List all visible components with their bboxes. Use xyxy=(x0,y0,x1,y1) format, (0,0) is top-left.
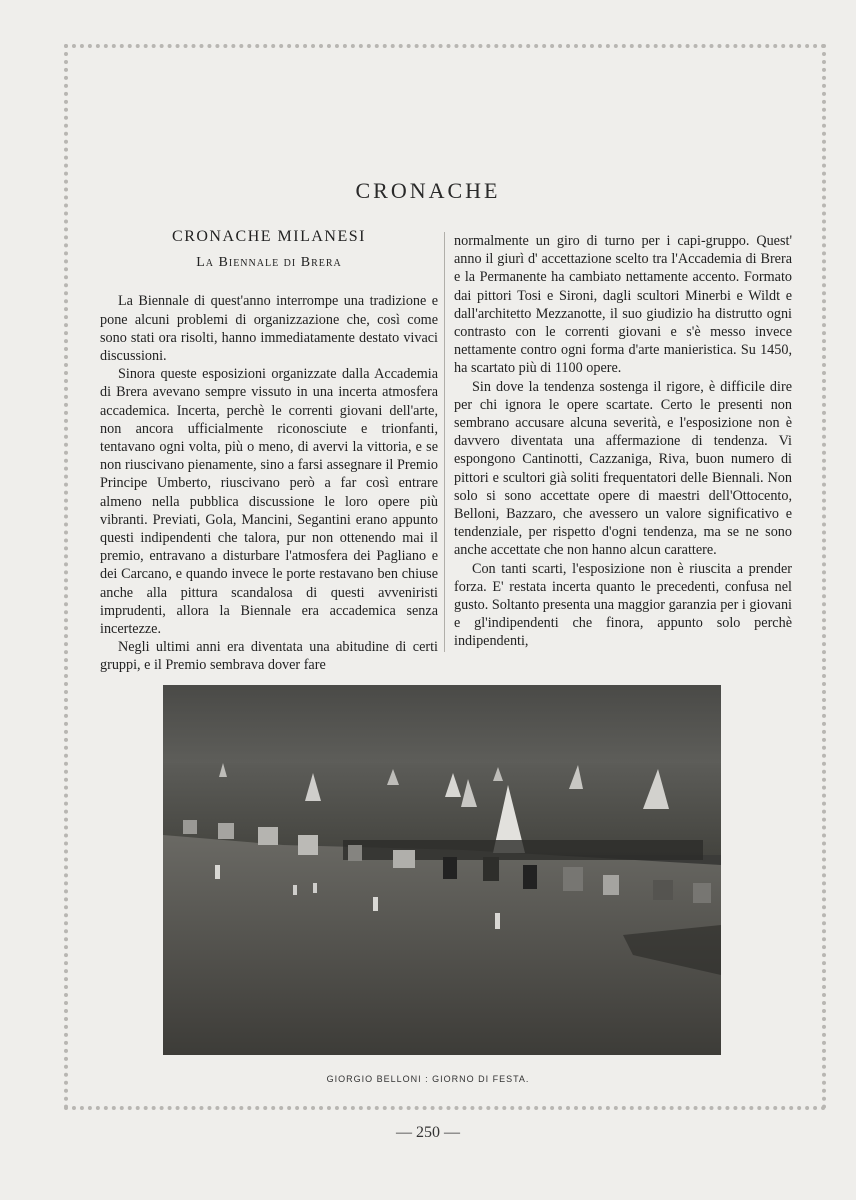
paragraph-continuation: normalmente un giro di turno per i capi-gruppo. Quest' anno il giurì d' accettazione scelto tra l'Accademia di Brera e la Permanente ha cambiato nettamente accento. Formato dai pittori Tosi e Sironi, dagli scultori Minerbi e Wildt e dall'architetto Mezzanotte, il suo giudizio ha distrutto ogni contrasto con le correnti giovani e s'è messo invece nettamente contro ogni forma d'arte manieristica. Su 1450, ha scartato più di 1100 opere. xyxy=(454,233,792,377)
beach-scene-image xyxy=(163,685,721,1055)
paragraph: Sinora queste esposizioni organizzate dalla Accademia di Brera avevano sempre vissuto in una incerta atmosfera accademica. Incerta, perchè le correnti giovani dell'arte, non ancora ufficialmente riconosciute e trionfanti, tentavano ogni volta, più o meno, di avervi la vittoria, e se non riuscivano pienamente, sino a farsi assegnare il Premio Principe Umberto, riuscivano però a far così entrare almeno nella pubblica discussione le loro opere più vibranti. Previati, Gola, Mancini, Segantini erano appunto questi indipendenti che talora, pur non ottenendo mai il premio, entravano a disturbare l'atmosfera dei Pagliano e dei Carcano, e quando invece le porte restavano ben chiuse anche alla pittura scandalosa di questi avveniristi imprudenti, allora la Biennale era accademica senza incertezze. xyxy=(100,366,438,638)
column-divider xyxy=(444,232,445,652)
paragraph: Negli ultimi anni era diventata una abitudine di certi gruppi, e il Premio sembrava dover fare xyxy=(100,639,438,674)
page-number: — 250 — xyxy=(396,1124,460,1141)
paragraph: La Biennale di quest'anno interrompe una tradizione e pone alcuni problemi di organizzazione che, così come sono stati ora risolti, hanno immediatamente destato vivaci discussioni. xyxy=(100,293,438,365)
article-subheading: La Biennale di Brera xyxy=(196,255,342,271)
paragraph: Con tanti scarti, l'esposizione non è riuscita a prender forza. E' restata incerta quanto le precedenti, confusa nel gusto. Soltanto presenta una maggior garanzia per i giovani e gl'indipendenti che finora, appunto solo perchè indipendenti, xyxy=(454,560,792,650)
figure-caption: GIORGIO BELLONI : GIORNO DI FESTA. xyxy=(326,1074,530,1084)
page-title: CRONACHE xyxy=(355,178,501,203)
article-heading: CRONACHE MILANESI xyxy=(172,228,366,245)
right-column xyxy=(454,232,792,651)
paragraph: Sin dove la tendenza sostenga il rigore, è difficile dire per chi ignora le opere scartate. Certo le presenti non sembrano accusare alcuna severità, e l'esposizione non è davvero diventata una affermazione di tendenza. Vi espongono Cantinotti, Cazzaniga, Riva, buon numero di pittori e scultori già soliti frequentatori delle Biennali. Non solo si sono accettate opere di maestri dell'Ottocento, Belloni, Bazzaro, che avessero un valore significativo e tendenziale, per rispetto d'ogni tendenza, ma se ne sono anche accettate che non hanno alcun carattere. xyxy=(454,378,792,559)
left-column xyxy=(100,228,438,675)
painting-photo xyxy=(163,685,721,1055)
